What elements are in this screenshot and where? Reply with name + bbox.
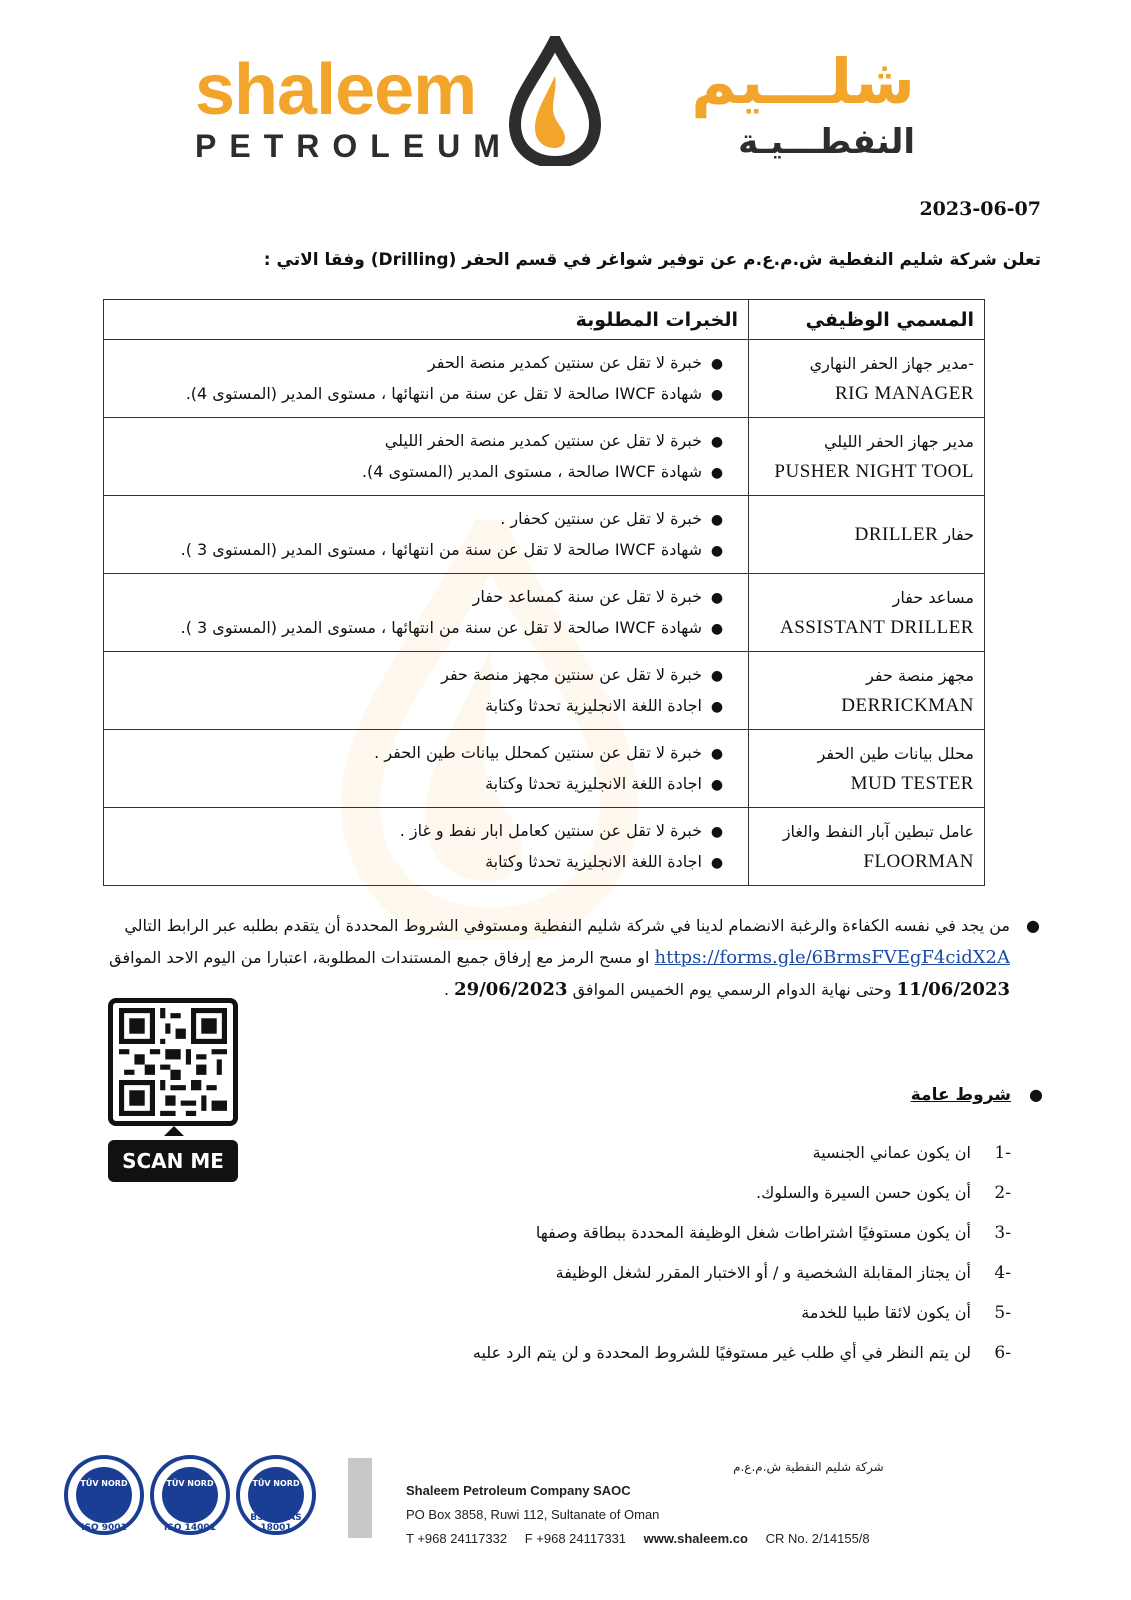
announcement-intro: تعلن شركة شليم النفطية ش.م.ع.م عن توفير شواغر في قسم الحفر (Drilling) وفقا الاتي :	[263, 250, 1041, 270]
company-logo	[195, 36, 915, 166]
experience-text: شهادة IWCF صالحة ، مستوى المدير (المستوى 4).	[361, 461, 702, 481]
vacancies-table	[103, 299, 985, 886]
list-item: ●خبرة لا تقل عن سنتين كمدير منصة الحفر الليلي	[384, 430, 724, 450]
job-title-ar: مساعد حفار	[892, 587, 974, 607]
terms-list	[311, 1133, 1011, 1373]
list-item: ●شهادة IWCF صالحة لا تقل عن سنة من انتهائها ، مستوى المدير (المستوى 3 ).	[180, 539, 724, 559]
iso-14001-badge-icon	[150, 1455, 230, 1535]
list-item: ●خبرة لا تقل عن سنة كمساعد حفار	[472, 586, 724, 606]
contact-row	[406, 1527, 884, 1551]
job-title-cell	[749, 652, 985, 730]
experience-text: خبرة لا تقل عن سنة كمساعد حفار	[472, 586, 702, 606]
table-row	[104, 340, 985, 418]
qr-code-frame[interactable]	[108, 998, 238, 1126]
table-row	[104, 652, 985, 730]
experience-text: خبرة لا تقل عن سنتين كعامل ابار نفط و غاز .	[399, 820, 702, 840]
oil-drop-icon	[507, 36, 603, 166]
table-row	[104, 418, 985, 496]
experience-text: خبرة لا تقل عن سنتين كمدير منصة الحفر الليلي	[384, 430, 702, 450]
term-number: -3	[994, 1223, 1011, 1243]
ohsas-18001-badge-icon	[236, 1455, 316, 1535]
job-title-en: DERRICKMAN	[841, 694, 974, 716]
experience-text: اجادة اللغة الانجليزية تحدثا وكتابة	[485, 851, 702, 871]
cert-brand: TÜV NORD	[252, 1479, 300, 1488]
apply-line1: من يجد في نفسه الكفاءة والرغبة الانضمام لدينا في شركة شليم النفطية ومستوفي الشروط المحددة أن يتقدم بطلبه عبر الرابط التالي	[124, 916, 1010, 935]
fax-number: F +968 24117331	[524, 1531, 627, 1546]
job-title-cell	[749, 730, 985, 808]
terms-heading: شروط عامة	[910, 1085, 1011, 1105]
list-item	[311, 1133, 1011, 1173]
phone-number: T +968 24117332	[406, 1531, 508, 1546]
apply-end-date: 29/06/2023	[454, 979, 568, 1000]
job-title-cell	[749, 340, 985, 418]
document-date: 2023-06-07	[919, 198, 1041, 220]
list-item	[311, 1293, 1011, 1333]
job-title-en: DRILLER	[854, 523, 939, 545]
job-title-ar: مدير جهاز الحفر الليلي	[823, 431, 974, 451]
header-experience: الخبرات المطلوبة	[104, 300, 749, 340]
job-title-cell	[749, 808, 985, 886]
list-item: ●خبرة لا تقل عن سنتين مجهز منصة حفر	[441, 664, 724, 684]
company-address: PO Box 3858, Ruwi 112, Sultanate of Oman	[406, 1507, 660, 1522]
cert-label: ISO 14001	[164, 1523, 216, 1533]
experience-cell	[104, 340, 749, 418]
iso-9001-badge-icon	[64, 1455, 144, 1535]
job-title-en: RIG MANAGER	[834, 382, 974, 404]
term-text: أن يكون لائقا طبيا للخدمة	[801, 1303, 971, 1322]
job-title-en: ASSISTANT DRILLER	[779, 616, 974, 638]
qr-code-block[interactable]	[108, 998, 238, 1184]
company-name-en: Shaleem Petroleum Company SAOC	[406, 1483, 631, 1498]
list-item: ●اجادة اللغة الانجليزية تحدثا وكتابة	[485, 773, 724, 793]
experience-text: خبرة لا تقل عن سنتين كمحلل بيانات طين الحفر .	[374, 742, 702, 762]
cr-number: CR No. 2/14155/8	[765, 1531, 870, 1546]
company-name-ar: شركة شليم النفطية ش.م.ع.م	[733, 1460, 884, 1474]
experience-cell	[104, 652, 749, 730]
job-title-ar: -مدير جهاز الحفر النهاري	[809, 353, 974, 373]
apply-line3: وحتى نهاية الدوام الرسمي يوم الخميس الموافق	[567, 980, 897, 999]
experience-text: خبرة لا تقل عن سنتين كمدير منصة الحفر	[427, 352, 702, 372]
apply-start-date: 11/06/2023	[896, 979, 1010, 1000]
application-form-link[interactable]: https://forms.gle/6BrmsFVEgF4cidX2A	[654, 947, 1010, 968]
list-item	[311, 1333, 1011, 1373]
term-number: -5	[994, 1303, 1011, 1323]
list-item	[311, 1213, 1011, 1253]
job-title-ar: حفار	[943, 524, 974, 544]
bullet-icon: ●	[1029, 1085, 1043, 1104]
footer	[64, 1455, 1064, 1555]
apply-line2: او مسح الرمز مع إرفاق جميع المستندات المطلوبة، اعتبارا من اليوم الاحد الموافق	[109, 948, 655, 967]
job-title-ar: عامل تبطين آبار النفط والغاز	[782, 821, 974, 841]
experience-cell	[104, 418, 749, 496]
term-text: أن يجتاز المقابلة الشخصية و / أو الاختبار المقرر لشغل الوظيفة	[555, 1263, 971, 1282]
header-job-title: المسمي الوظيفي	[749, 300, 985, 340]
experience-text: اجادة اللغة الانجليزية تحدثا وكتابة	[485, 695, 702, 715]
list-item: ●خبرة لا تقل عن سنتين كمحلل بيانات طين الحفر .	[374, 742, 724, 762]
logo-english	[195, 50, 513, 164]
logo-arabic	[691, 42, 915, 162]
term-number: -1	[994, 1143, 1011, 1163]
list-item	[311, 1173, 1011, 1213]
list-item: ●شهادة IWCF صالحة لا تقل عن سنة من انتهائها ، مستوى المدير (المستوى 3 ).	[180, 617, 724, 637]
logo-name-en: shaleem	[195, 50, 477, 130]
list-item: ●اجادة اللغة الانجليزية تحدثا وكتابة	[485, 695, 724, 715]
logo-sub-ar: النفطـــيـة	[738, 122, 915, 162]
cert-label: BS OHSAS 18001	[250, 1513, 302, 1533]
term-text: أن يكون مستوفيًا اشتراطات شغل الوظيفة المحددة ببطاقة وصفها	[535, 1223, 971, 1242]
qr-code-icon[interactable]	[118, 1008, 228, 1116]
application-instructions	[66, 910, 1040, 1006]
list-item	[311, 1253, 1011, 1293]
experience-text: شهادة IWCF صالحة لا تقل عن سنة من انتهائها ، مستوى المدير (المستوى 4).	[185, 383, 702, 403]
job-title-cell	[749, 574, 985, 652]
job-title-en: FLOORMAN	[863, 850, 974, 872]
experience-text: اجادة اللغة الانجليزية تحدثا وكتابة	[485, 773, 702, 793]
logo-sub-en: PETROLEUM	[195, 128, 513, 164]
website-link[interactable]: www.shaleem.co	[643, 1531, 748, 1546]
qr-pointer	[164, 1126, 184, 1136]
experience-text: شهادة IWCF صالحة لا تقل عن سنة من انتهائها ، مستوى المدير (المستوى 3 ).	[180, 539, 702, 559]
job-title-ar: محلل بيانات طين الحفر	[817, 743, 974, 763]
term-text: لن يتم النظر في أي طلب غير مستوفيًا للشروط المحددة و لن يتم الرد عليه	[472, 1343, 971, 1362]
experience-text: خبرة لا تقل عن سنتين مجهز منصة حفر	[441, 664, 702, 684]
experience-cell	[104, 808, 749, 886]
company-address-block	[406, 1455, 884, 1551]
table-header-row	[104, 300, 985, 340]
job-title-en: PUSHER NIGHT TOOL	[774, 460, 974, 482]
cert-brand: TÜV NORD	[166, 1479, 214, 1488]
table-row	[104, 496, 985, 574]
term-text: أن يكون حسن السيرة والسلوك.	[756, 1183, 971, 1202]
job-title-cell	[749, 418, 985, 496]
list-item: ●خبرة لا تقل عن سنتين كمدير منصة الحفر	[427, 352, 724, 372]
term-number: -4	[994, 1263, 1011, 1283]
list-item: ●خبرة لا تقل عن سنتين كحفار .	[500, 508, 724, 528]
list-item: ●خبرة لا تقل عن سنتين كعامل ابار نفط و غاز .	[399, 820, 724, 840]
experience-text: خبرة لا تقل عن سنتين كحفار .	[500, 508, 702, 528]
experience-cell	[104, 730, 749, 808]
table-row	[104, 730, 985, 808]
footer-divider	[348, 1458, 372, 1538]
job-title-ar: مجهز منصة حفر	[866, 665, 974, 685]
table-row	[104, 808, 985, 886]
list-item: ●اجادة اللغة الانجليزية تحدثا وكتابة	[485, 851, 724, 871]
apply-line3-end: .	[443, 980, 455, 999]
bullet-icon: ●	[1026, 916, 1040, 935]
job-title-cell	[749, 496, 985, 574]
cert-label: ISO 9001	[81, 1523, 127, 1533]
term-number: -2	[994, 1183, 1011, 1203]
experience-text: شهادة IWCF صالحة لا تقل عن سنة من انتهائها ، مستوى المدير (المستوى 3 ).	[180, 617, 702, 637]
term-text: ان يكون عماني الجنسية	[812, 1143, 971, 1162]
job-title-en: MUD TESTER	[850, 772, 974, 794]
table-row	[104, 574, 985, 652]
logo-name-ar: شلـــيم	[691, 45, 915, 118]
cert-brand: TÜV NORD	[80, 1479, 128, 1488]
list-item: ●شهادة IWCF صالحة ، مستوى المدير (المستوى 4).	[361, 461, 724, 481]
scan-me-button[interactable]: SCAN ME	[108, 1140, 238, 1182]
term-number: -6	[994, 1343, 1011, 1363]
experience-cell	[104, 574, 749, 652]
list-item: ●شهادة IWCF صالحة لا تقل عن سنة من انتهائها ، مستوى المدير (المستوى 4).	[185, 383, 724, 403]
experience-cell	[104, 496, 749, 574]
